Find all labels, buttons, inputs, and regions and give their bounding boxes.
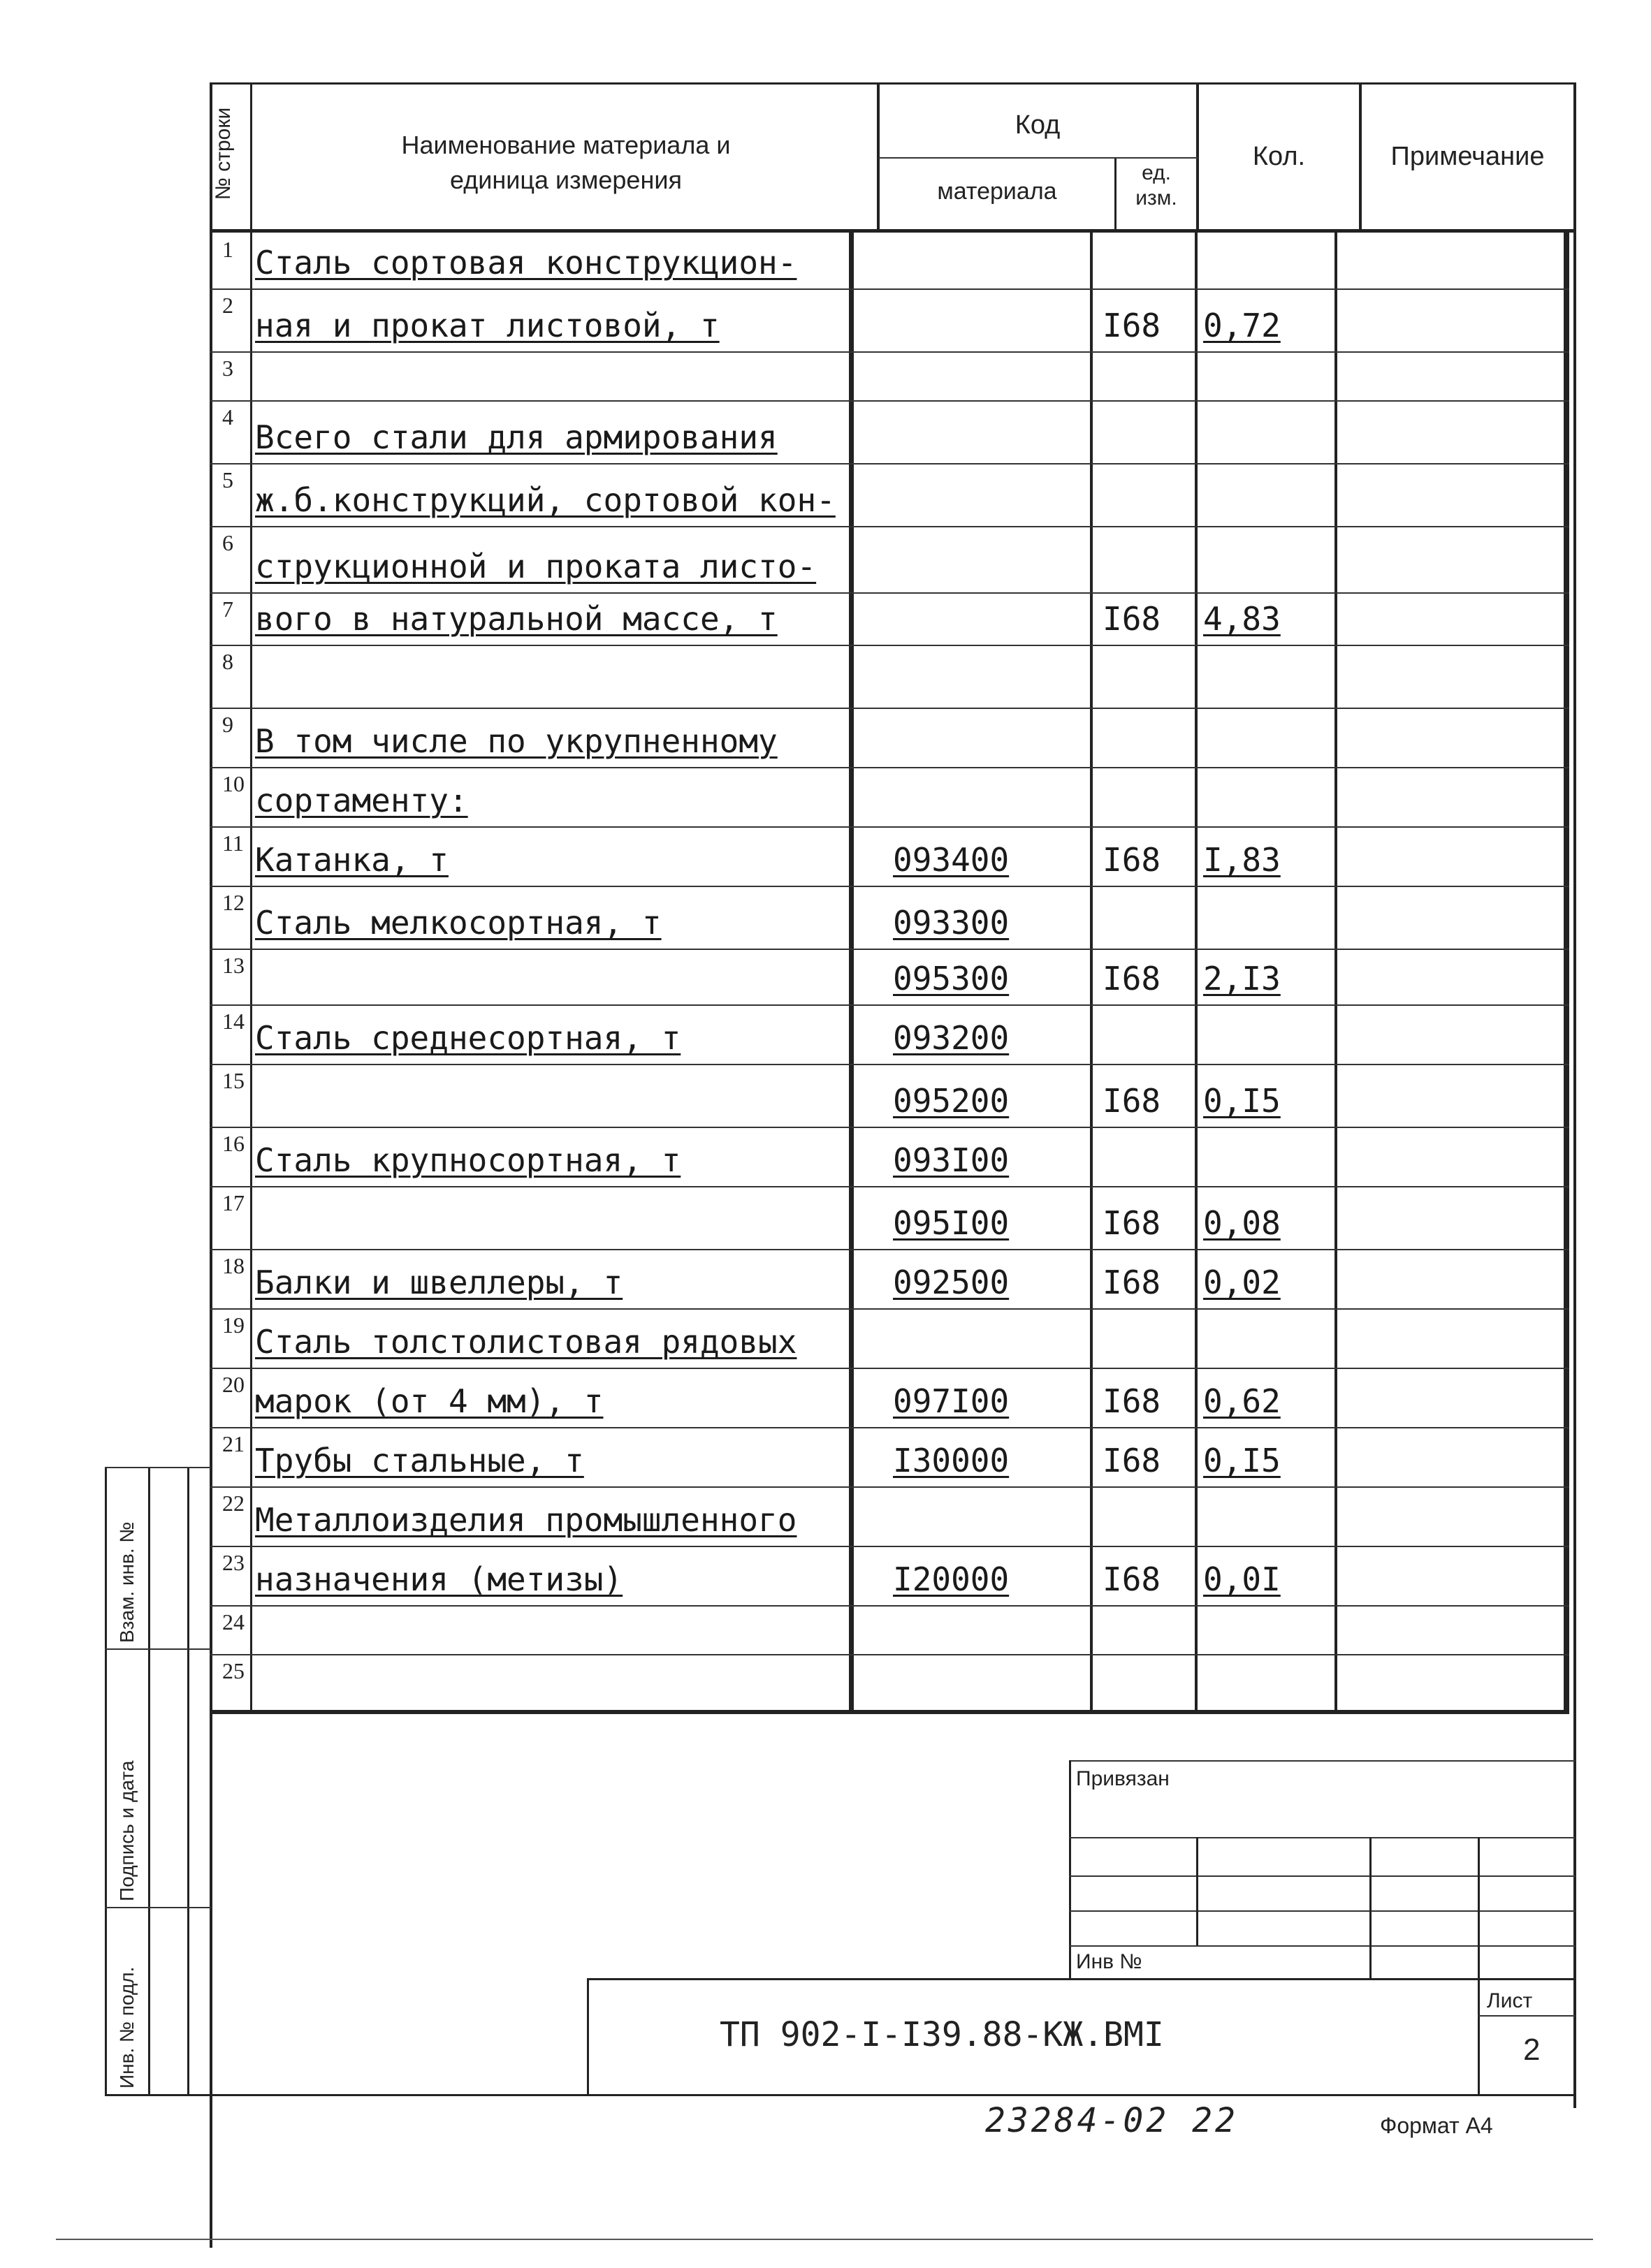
side-strip-div2	[105, 1907, 211, 1908]
row-unit-code: I68	[1103, 1082, 1161, 1120]
row-material-name: В том числе по укрупненному	[255, 722, 778, 760]
stamp-row-3	[1069, 1910, 1576, 1912]
row-divider	[210, 1064, 1569, 1065]
stamp-row-1	[1069, 1837, 1576, 1838]
row-number: 24	[222, 1609, 245, 1634]
stamp-col-3	[1478, 1837, 1480, 2094]
row-number: 13	[222, 953, 245, 978]
row-unit-code: I68	[1103, 1560, 1161, 1598]
row-divider	[210, 886, 1569, 887]
row-number: 12	[222, 890, 245, 915]
row-material-code: 095200	[893, 1082, 1010, 1120]
row-unit-code: I68	[1103, 841, 1161, 879]
side-label-sign-date: Подпись и дата	[116, 1760, 138, 1901]
row-material-code: 097I00	[893, 1382, 1010, 1420]
row-divider	[210, 463, 1569, 464]
row-number: 19	[222, 1312, 245, 1338]
side-strip-right	[187, 1467, 189, 2095]
row-material-name: Сталь сортовая конструкцион-	[255, 244, 797, 281]
document-designation: ТП 902-I-I39.88-КЖ.ВМI	[720, 2015, 1164, 2054]
stamp-row-2	[1069, 1875, 1576, 1877]
stamp-top	[1069, 1760, 1576, 1762]
row-material-name: струкционной и проката листо-	[255, 548, 817, 585]
row-material-name: Балки и швеллеры, т	[255, 1264, 623, 1301]
row-material-code: 095I00	[893, 1204, 1010, 1242]
side-strip-left	[105, 1467, 107, 2095]
row-divider	[210, 949, 1569, 950]
row-number: 20	[222, 1372, 245, 1397]
row-divider	[210, 351, 1569, 353]
header-qty: Кол.	[1252, 142, 1306, 171]
archive-number: 23284-02 22	[985, 2101, 1238, 2140]
row-quantity: 4,83	[1203, 600, 1281, 638]
table-top-border	[210, 82, 1576, 85]
row-unit-code: I68	[1103, 1442, 1161, 1479]
body-col-name	[849, 231, 854, 1713]
row-quantity: 0,72	[1203, 307, 1281, 344]
body-col-unit	[1195, 231, 1198, 1713]
header-name-line1: Наименование материала и	[401, 131, 731, 159]
row-number: 3	[222, 356, 233, 381]
row-material-name: вого в натуральной массе, т	[255, 600, 778, 638]
row-material-name: Металлоизделия промышленного	[255, 1501, 797, 1539]
row-divider	[210, 645, 1569, 646]
sheet-label-divider	[1478, 2015, 1576, 2017]
stamp-attached-label: Привязан	[1076, 1767, 1170, 1790]
row-unit-code: I68	[1103, 1264, 1161, 1301]
row-quantity: 2,I3	[1203, 960, 1281, 997]
stamp-col-1	[1196, 1837, 1198, 1945]
row-number: 2	[222, 293, 233, 318]
col-divider-rowno	[250, 82, 252, 1713]
header-note: Примечание	[1390, 142, 1545, 171]
row-divider	[210, 526, 1569, 527]
row-divider	[210, 1427, 1569, 1428]
row-divider	[210, 826, 1569, 828]
side-label-inv-original: Инв. № подл.	[116, 1966, 138, 2088]
header-bottom-border	[210, 229, 1576, 233]
table-right-border	[1573, 82, 1576, 2108]
col-divider-name	[877, 82, 880, 231]
row-number: 14	[222, 1009, 245, 1034]
row-material-name: Катанка, т	[255, 841, 449, 879]
row-divider	[210, 1546, 1569, 1547]
row-number: 5	[222, 467, 233, 492]
row-quantity: 0,0I	[1203, 1560, 1281, 1598]
side-strip-mid	[148, 1467, 150, 2095]
row-material-name: ная и прокат листовой, т	[255, 307, 720, 344]
row-divider	[210, 1654, 1569, 1655]
side-strip-div1	[105, 1648, 211, 1650]
scan-edge-line	[56, 2239, 1593, 2240]
table-left-border	[210, 82, 212, 2248]
row-number: 17	[222, 1190, 245, 1215]
row-material-code: 092500	[893, 1264, 1010, 1301]
row-unit-code: I68	[1103, 1204, 1161, 1242]
row-number: 10	[222, 771, 245, 796]
row-material-code: 093I00	[893, 1141, 1010, 1179]
row-material-name: ж.б.конструкций, сортовой кон-	[255, 481, 836, 519]
row-material-name: Трубы стальные, т	[255, 1442, 584, 1479]
row-quantity: I,83	[1203, 841, 1281, 879]
row-number: 7	[222, 597, 233, 622]
row-number: 9	[222, 712, 233, 737]
stamp-left	[1069, 1760, 1071, 1980]
row-number: 4	[222, 404, 233, 430]
row-divider	[210, 592, 1569, 594]
body-col-code	[1090, 231, 1093, 1713]
format-label: Формат А4	[1380, 2113, 1493, 2138]
row-number: 18	[222, 1253, 245, 1278]
sheet-label: Лист	[1487, 1989, 1533, 2012]
row-divider	[210, 767, 1569, 768]
row-material-code: 095300	[893, 960, 1010, 997]
row-divider	[210, 1486, 1569, 1488]
row-material-code: I30000	[893, 1442, 1010, 1479]
row-divider	[210, 1605, 1569, 1607]
row-divider	[210, 1308, 1569, 1310]
row-material-name: Всего стали для армирования	[255, 418, 778, 456]
row-quantity: 0,62	[1203, 1382, 1281, 1420]
row-material-code: 093300	[893, 904, 1010, 942]
row-divider	[210, 1127, 1569, 1128]
side-label-inv-replaced: Взам. инв. №	[116, 1521, 138, 1643]
page-bottom-frame	[105, 2094, 1576, 2096]
row-material-code: 093400	[893, 841, 1010, 879]
row-material-name: назначения (метизы)	[255, 1560, 623, 1598]
row-number: 21	[222, 1431, 245, 1456]
row-material-name: сортаменту:	[255, 782, 468, 819]
body-bottom-border	[210, 1710, 1569, 1714]
row-number: 16	[222, 1131, 245, 1156]
row-quantity: 0,02	[1203, 1264, 1281, 1301]
row-divider	[210, 400, 1569, 402]
row-unit-code: I68	[1103, 307, 1161, 344]
row-unit-code: I68	[1103, 600, 1161, 638]
row-number: 22	[222, 1491, 245, 1516]
row-quantity: 0,I5	[1203, 1082, 1281, 1120]
row-material-name: Сталь крупносортная, т	[255, 1141, 681, 1179]
row-unit-code: I68	[1103, 1382, 1161, 1420]
row-quantity: 0,I5	[1203, 1442, 1281, 1479]
row-material-code: I20000	[893, 1560, 1010, 1598]
header-code-unit-1: ед.	[1142, 161, 1171, 184]
row-number: 1	[222, 237, 233, 262]
title-block-top	[587, 1978, 1576, 1980]
row-number: 15	[222, 1068, 245, 1093]
row-material-code: 093200	[893, 1019, 1010, 1057]
stamp-col-2	[1369, 1837, 1372, 1980]
stamp-row-4	[1069, 1945, 1576, 1947]
row-unit-code: I68	[1103, 960, 1161, 997]
row-divider	[210, 1368, 1569, 1369]
title-block-left	[587, 1978, 589, 2095]
stamp-inv-no-label: Инв №	[1076, 1950, 1142, 1973]
row-material-name: Сталь толстолистовая рядовых	[255, 1323, 797, 1361]
row-number: 8	[222, 649, 233, 674]
header-code-unit-2: изм.	[1135, 186, 1177, 210]
row-divider	[210, 288, 1569, 290]
header-name-line2: единица измерения	[450, 166, 682, 194]
row-material-name: Сталь мелкосортная, т	[255, 904, 662, 942]
body-col-qty	[1334, 231, 1337, 1713]
row-divider	[210, 708, 1569, 709]
side-strip-top	[105, 1467, 211, 1468]
header-row-no: № строки	[212, 107, 235, 200]
row-divider	[210, 1186, 1569, 1187]
body-col-right	[1564, 231, 1569, 1713]
row-material-name: марок (от 4 мм), т	[255, 1382, 604, 1420]
row-divider	[210, 1004, 1569, 1006]
sheet-number: 2	[1523, 2033, 1541, 2067]
row-number: 6	[222, 530, 233, 555]
row-quantity: 0,08	[1203, 1204, 1281, 1242]
header-code-split	[878, 157, 1198, 159]
row-material-name: Сталь среднесортная, т	[255, 1019, 681, 1057]
header-code-material: материала	[937, 178, 1057, 205]
row-number: 11	[222, 831, 244, 856]
row-number: 25	[222, 1658, 245, 1683]
row-divider	[210, 1249, 1569, 1250]
row-number: 23	[222, 1550, 245, 1575]
header-code: Код	[1014, 110, 1061, 140]
